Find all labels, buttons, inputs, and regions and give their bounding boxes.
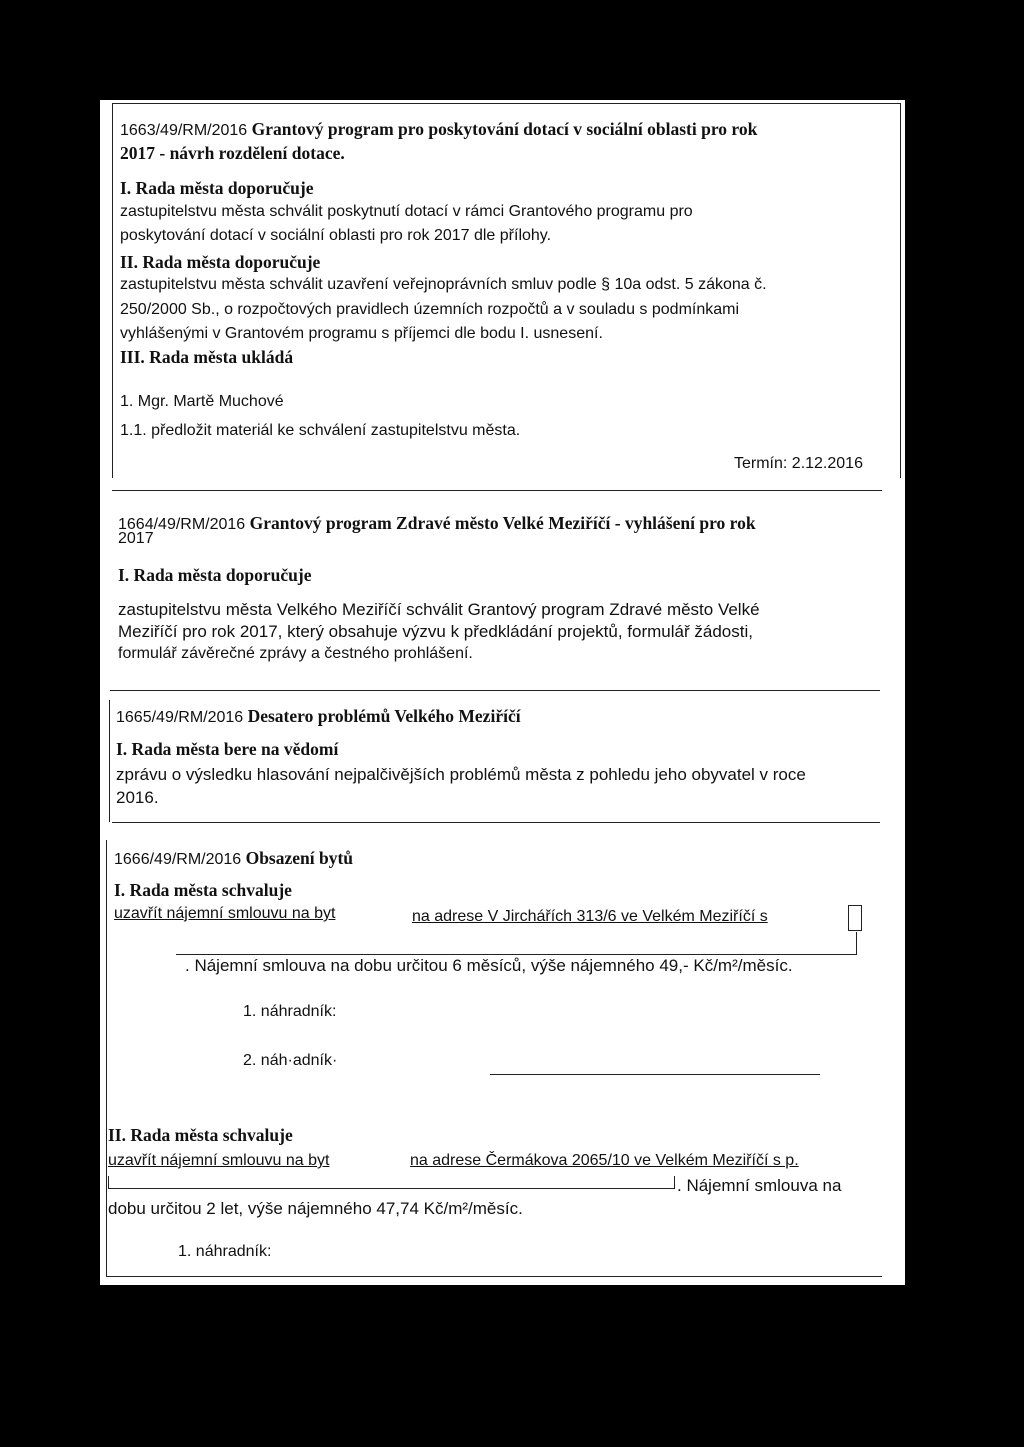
resolution-heading-1664: 1664/49/RM/2016 Grantový program Zdravé město Velké Meziříčí - vyhlášení pro rok [118,513,756,533]
blank-line [490,1074,820,1075]
clause-text: formulář závěrečné zprávy a čestného prohlášení. [118,645,473,662]
resolution-heading-1665: 1665/49/RM/2016 Desatero problémů Velkého Meziříčí [116,706,521,726]
redacted-name [108,1176,675,1189]
clause-text: vyhlášenými v Grantovém programu s příjemci dle bodu I. usnesení. [120,325,603,342]
clause-text: dobu určitou 2 let, výše nájemného 47,74 Kč/m²/měsíc. [108,1199,523,1218]
clause-text: . Nájemní smlouva na dobu určitou 6 měsíců, výše nájemného 49,- Kč/m²/měsíc. [185,956,793,975]
clause-text: na adrese Čermákova 2065/10 ve Velkém Meziříčí s p. [410,1152,799,1169]
section-border-left [106,840,107,1276]
resolution-heading-1663-cont: 2017 - návrh rozdělení dotace. [120,143,345,163]
clause-text: zastupitelstvu města schválit poskytnutí dotací v rámci Grantového programu pro [120,203,693,220]
clause-label: I. Rada města bere na vědomí [116,739,339,759]
resolution-heading-1666: 1666/49/RM/2016 Obsazení bytů [114,848,354,868]
clause-text: 2016. [116,788,159,807]
substitute-1: 1. náhradník: [178,1243,272,1260]
clause-text: poskytování dotací v sociální oblasti pro rok 2017 dle přílohy. [120,227,552,244]
document-page [100,100,905,1285]
substitute-1: 1. náhradník: [243,1003,337,1020]
clause-text: 1. Mgr. Martě Muchové [120,393,284,410]
resolution-heading-1663: 1663/49/RM/2016 Grantový program pro poskytování dotací v sociální oblasti pro rok [120,119,758,139]
clause-text: 1.1. předložit materiál ke schválení zastupitelstvu města. [120,422,521,439]
section-divider [110,690,880,691]
clause-label: II. Rada města doporučuje [120,252,321,272]
section-border-bottom [106,1276,882,1277]
clause-text: zastupitelstvu města schválit uzavření veřejnoprávních smluv podle § 10a odst. 5 zákona č. [120,276,767,293]
clause-text: zprávu o výsledku hlasování nejpalčivějších problémů města z pohledu jeho obyvatel v roce [116,765,806,784]
section-divider [112,490,882,491]
redacted-name [848,905,862,931]
section-divider [112,822,880,823]
substitute-2: 2. náh·adník· [243,1052,338,1069]
clause-label: I. Rada města schvaluje [114,880,292,900]
clause-text: zastupitelstvu města Velkého Meziříčí schválit Grantový program Zdravé město Velké [118,600,760,619]
clause-text: 250/2000 Sb., o rozpočtových pravidlech územních rozpočtů a v souladu s podmínkami [120,301,740,318]
resolution-heading-1664-cont: 2017 [118,530,154,547]
clause-label: III. Rada města ukládá [120,347,294,367]
clause-text: . Nájemní smlouva na [677,1176,842,1195]
section-border-top [112,103,901,104]
section-border-left [109,700,110,822]
clause-label: I. Rada města doporučuje [120,178,314,198]
redacted-name [176,932,857,955]
clause-text: uzavřít nájemní smlouvu na byt [114,905,336,922]
section-border-left [112,103,113,478]
section-border-right [900,103,901,478]
clause-label: I. Rada města doporučuje [118,565,312,585]
clause-text: Meziříčí pro rok 2017, který obsahuje výzvu k předkládání projektů, formulář žádosti, [118,622,753,641]
clause-text: uzavřít nájemní smlouvu na byt [108,1152,330,1169]
clause-label: II. Rada města schvaluje [108,1125,293,1145]
clause-text: na adrese V Jirchářích 313/6 ve Velkém Meziříčí s [412,908,768,925]
deadline: Termín: 2.12.2016 [734,455,863,472]
